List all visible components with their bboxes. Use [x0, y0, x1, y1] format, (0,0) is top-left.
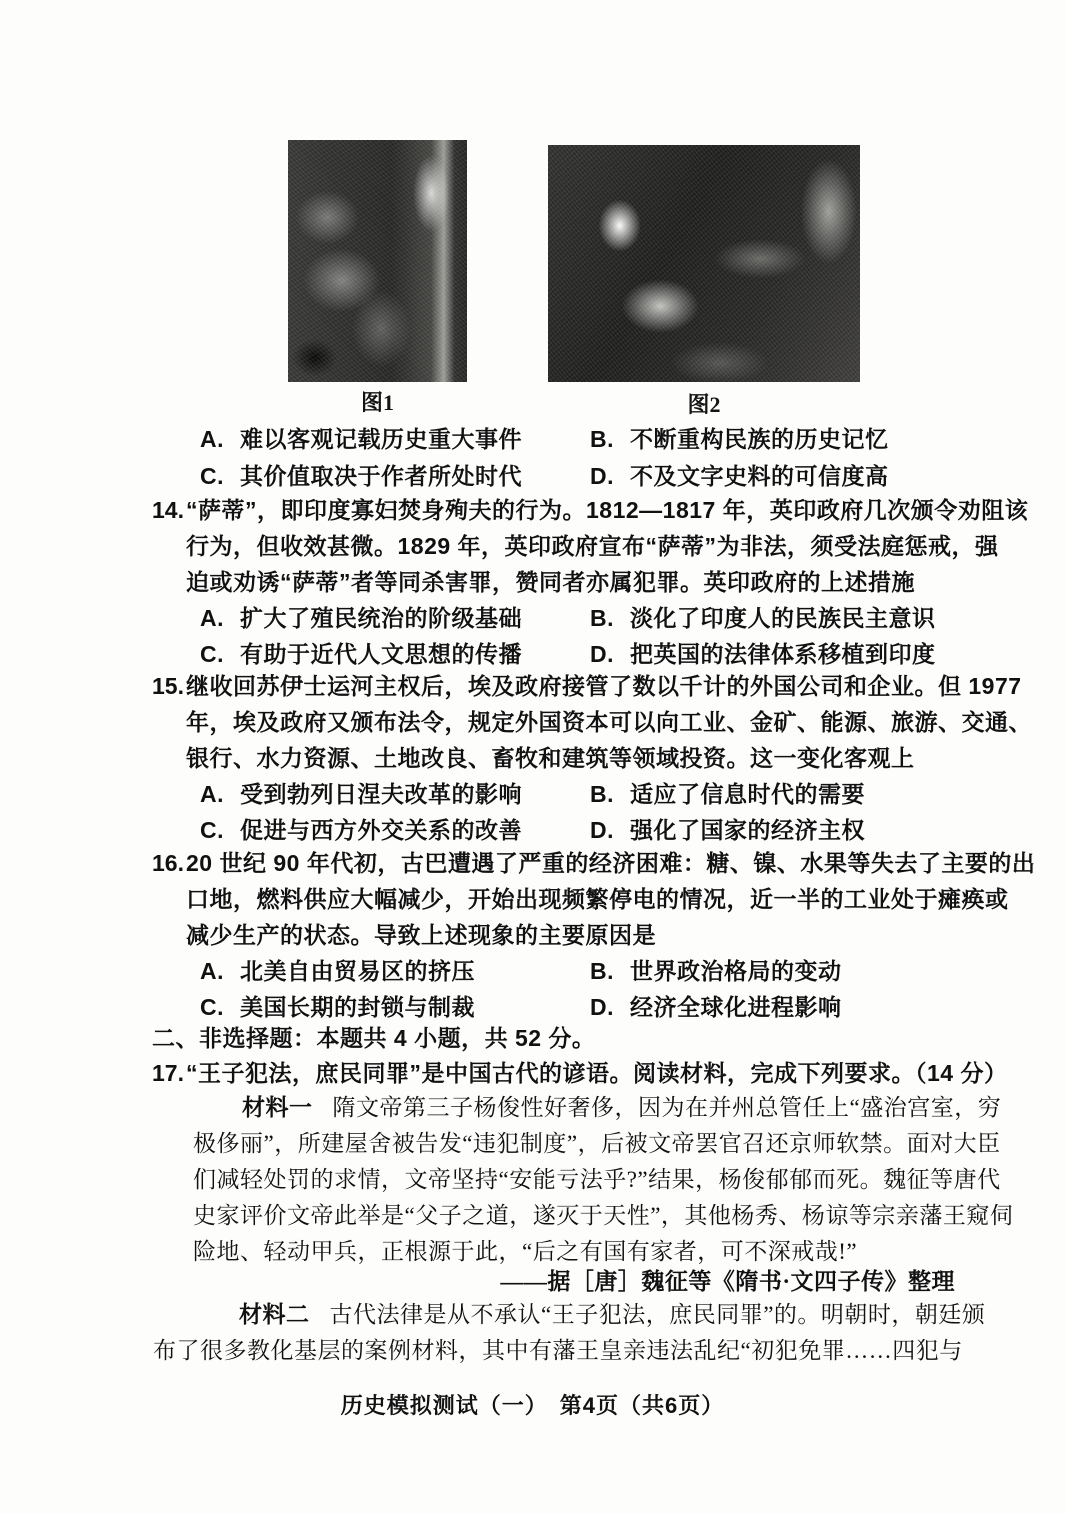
- question-14-line: 迫或劝诱“萨蒂”者等同杀害罪，赞同者亦属犯罪。英印政府的上述措施: [186, 569, 915, 595]
- option-d-label: D.: [590, 463, 614, 489]
- material-2: [153, 1297, 986, 1369]
- option-d: [590, 989, 842, 1025]
- material-1-attribution-text: ——据［唐］魏征等《隋书·文四子传》整理: [500, 1269, 955, 1294]
- material-1-first-line: [193, 1090, 1002, 1126]
- question-14-line: “萨蒂”，即印度寡妇焚身殉夫的行为。1812—1817 年，英印政府几次颁令劝阻该: [186, 497, 1029, 523]
- option-a: [200, 600, 590, 636]
- option-d-label: D.: [590, 994, 614, 1020]
- question-14-line: 行为，但收效甚微。1829 年，英印政府宣布“萨蒂”为非法，须受法庭惩戒，强: [186, 533, 999, 559]
- material-2-label: 材料二: [239, 1302, 310, 1327]
- option-row: [200, 458, 980, 495]
- option-c-text: 美国长期的封锁与制裁: [240, 994, 475, 1020]
- question-15: [152, 668, 1032, 848]
- option-a-text: 难以客观记载历史重大事件: [240, 426, 522, 452]
- page-footer: 历史模拟测试（一） 第4页（共6页）: [340, 1393, 725, 1418]
- option-c-text: 其价值取决于作者所处时代: [240, 463, 522, 489]
- option-d-text: 不及文字史料的可信度高: [630, 463, 889, 489]
- option-b-text: 世界政治格局的变动: [630, 958, 842, 984]
- material-1-line: 险地、轻动甲兵，正根源于此，“后之有国有家者，可不深戒哉!”: [193, 1239, 858, 1264]
- option-c-label: C.: [200, 817, 224, 843]
- question-15-line: 银行、水力资源、土地改良、畜牧和建筑等领域投资。这一变化客观上: [186, 745, 915, 771]
- option-row: [186, 600, 982, 636]
- option-a-text: 受到勃列日涅夫改革的影响: [240, 781, 522, 807]
- question-16-number: 16.: [152, 850, 184, 876]
- section-2-heading: 二、非选择题：本题共 4 小题，共 52 分。: [152, 1025, 596, 1051]
- option-b-label: B.: [590, 426, 614, 452]
- option-b: [590, 953, 842, 989]
- option-b-label: B.: [590, 958, 614, 984]
- question-17-intro: “王子犯法，庶民同罪”是中国古代的谚语。阅读材料，完成下列要求。（14 分）: [186, 1060, 1008, 1086]
- option-row: [200, 421, 980, 458]
- option-d-label: D.: [590, 641, 614, 667]
- material-1-text: 隋文帝第三子杨俊性好奢侈，因为在并州总管任上“盛治宫室，穷: [332, 1095, 1002, 1120]
- material-1: [193, 1090, 1014, 1270]
- option-b: [590, 421, 889, 458]
- question-16-line: 20 世纪 90 年代初，古巴遭遇了严重的经济困难：糖、镍、水果等失去了主要的出: [186, 850, 1036, 876]
- option-row: [186, 636, 982, 672]
- figure-1-caption: 图1: [360, 390, 394, 415]
- option-b-text: 淡化了印度人的民族民主意识: [630, 605, 936, 631]
- option-d-text: 强化了国家的经济主权: [630, 817, 865, 843]
- option-a-text: 北美自由贸易区的挤压: [240, 958, 475, 984]
- option-row: [186, 776, 982, 812]
- option-a: [200, 421, 590, 458]
- option-d: [590, 458, 889, 495]
- figure-1: [288, 140, 467, 415]
- question-14-number: 14.: [152, 497, 184, 523]
- material-1-line: 极侈丽”，所建屋舍被告发“违犯制度”，后被文帝罢官召还京师软禁。面对大臣: [193, 1131, 1001, 1156]
- option-d: [590, 636, 936, 672]
- material-1-line: 们减轻处罚的求情，文帝坚持“安能亏法乎?”结果，杨俊郁郁而死。魏征等唐代: [193, 1167, 1001, 1192]
- question-15-line: 继收回苏伊士运河主权后，埃及政府接管了数以千计的外国公司和企业。但 1977: [186, 673, 1022, 699]
- material-2-text: 古代法律是从不承认“王子犯法，庶民同罪”的。明朝时，朝廷颁: [329, 1302, 986, 1327]
- option-a: [200, 776, 590, 812]
- figure-2-caption: 图2: [687, 392, 721, 417]
- option-c-label: C.: [200, 641, 224, 667]
- figure-2: [548, 145, 860, 417]
- option-a-label: A.: [200, 605, 224, 631]
- material-2-line: 布了很多教化基层的案例材料，其中有藩王皇亲违法乱纪“初犯免罪……四犯与: [153, 1338, 963, 1363]
- option-c-text: 促进与西方外交关系的改善: [240, 817, 522, 843]
- option-d-label: D.: [590, 817, 614, 843]
- option-c-text: 有助于近代人文思想的传播: [240, 641, 522, 667]
- question-15-line: 年，埃及政府又颁布法令，规定外国资本可以向工业、金矿、能源、旅游、交通、: [186, 709, 1032, 735]
- question-17-number: 17.: [152, 1060, 184, 1086]
- option-b-text: 适应了信息时代的需要: [630, 781, 865, 807]
- option-d: [590, 812, 865, 848]
- question-16-line: 减少生产的状态。导致上述现象的主要原因是: [186, 922, 656, 948]
- option-a-label: A.: [200, 781, 224, 807]
- option-row: [186, 953, 982, 989]
- figure-2-image: [548, 145, 860, 382]
- option-b-label: B.: [590, 781, 614, 807]
- option-c: [200, 812, 590, 848]
- option-row: [186, 812, 982, 848]
- question-15-number: 15.: [152, 673, 184, 699]
- question-16-line: 口地，燃料供应大幅减少，开始出现频繁停电的情况，近一半的工业处于瘫痪或: [186, 886, 1009, 912]
- option-c-label: C.: [200, 994, 224, 1020]
- material-2-first-line: [153, 1297, 986, 1333]
- option-a-label: A.: [200, 426, 224, 452]
- question-16: [152, 845, 1036, 1025]
- material-1-line: 史家评价文帝此举是“父子之道，遂灭于天性”，其他杨秀、杨谅等宗亲藩王窥伺: [193, 1203, 1014, 1228]
- option-b-label: B.: [590, 605, 614, 631]
- option-a-label: A.: [200, 958, 224, 984]
- option-d-text: 把英国的法律体系移植到印度: [630, 641, 936, 667]
- option-b-text: 不断重构民族的历史记忆: [630, 426, 889, 452]
- question-17: [152, 1055, 1008, 1091]
- option-c: [200, 458, 590, 495]
- option-a-text: 扩大了殖民统治的阶级基础: [240, 605, 522, 631]
- option-c: [200, 636, 590, 672]
- option-b: [590, 776, 865, 812]
- option-b: [590, 600, 936, 636]
- material-1-label: 材料一: [242, 1095, 313, 1120]
- option-d-text: 经济全球化进程影响: [630, 994, 842, 1020]
- material-1-attribution: [193, 1264, 963, 1300]
- option-a: [200, 953, 590, 989]
- figure-1-image: [288, 140, 467, 382]
- question-13-options: [200, 421, 980, 495]
- question-14: [152, 492, 1029, 672]
- option-c-label: C.: [200, 463, 224, 489]
